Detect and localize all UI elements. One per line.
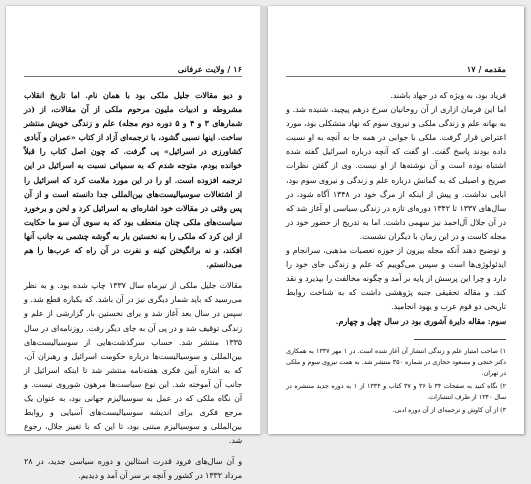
left-page-running-head: ۱۶ / ولایت عرفانی	[177, 64, 242, 74]
right-paragraph-1: فریاد بود، به ویژه که در جهاد باشند.	[390, 91, 506, 100]
right-paragraph-3: و توضیح دهند آنکه مجله بیرون از حوزه تعصبات مذهبی، سرانجام و ایدئولوژی‌ها است و سپس می‌گوییم که علم و زندگی جای خود را دارد و چرا این پرسش از پایه بر آمد و چگونه مخالفت را بپذیرد و نقد کند. و مقاله تحقیقی جنبه پژوهشی داشت که به شناخت روابط تاریخی دو قوم عرب و یهود انجامید.	[286, 246, 506, 312]
left-page-content	[24, 64, 242, 484]
left-paragraph-3: و آن سال‌های فرود قدرت استالین و دوره سیاسی جدید، در ۲۸ مرداد ۱۳۳۲ در کشور و آنچه بر سر آن آمد و دیدیم.	[24, 457, 242, 481]
right-page	[268, 6, 524, 434]
right-paragraph-2: اما این فرمان ازاری از آن روحانیان سرخ درهم پیچید، شنیده شد. و به بهانه علم و زندگی ملکی و نیروی سوم که نهاد متشکلی بود، مورد اعتراض قرار گرفت. ملکی با جوابی در همه جا به آنچه به او نسبت داده بودند پاسخ گفت. او گفت که آنچه درباره اسرائیل گفته شده اشتباه بوده است و آن نوشته‌ها از او نیست. وی از گفتن نظرات صریح و اصیلی که به گمانش درباره علم و زندگی و نیروی سوم بود، ابایی نداشت. و پیش از اینکه از مرگ خود در ۱۳۴۸ آگاه شود، در سال‌های ۱۳۳۷ تا ۱۳۴۲ دوره‌ای تازه در زندگی سیاسی او آغاز شد که در آن جلال آل‌احمد نیز سهمی داشت. اما به تدریج از حضور خود در مجله کاست و در این زمان با دیگران نشست.	[286, 105, 506, 241]
left-page	[6, 6, 260, 481]
footnote-1: ۱) صاحب امتیاز علم و زندگی انتشار آن آغاز شده است. در ۱ مهر ۱۳۳۷ به همکاری دکتر خنجی و مسعود حجازی در شماره ۳۵۰ منتشر شد. به همت نیروی سوم و ملکی در تهران.	[286, 347, 506, 377]
right-page-running-head: مقدمه / ۱۷	[466, 64, 506, 74]
footnote-2: ۲) نگاه کنید به صفحات ۳۴ تا ۳۶ و ۳۷ کتاب و ۱۳۳۴ از ۱ به دوره جدید منتشره در سال ۱۳۴۰ از طرف انتشارات.	[286, 382, 506, 401]
right-paragraph-4: سوم: مقاله دایرة آشوری بود در سال چهل و چهارم.	[335, 316, 506, 326]
left-page-header	[24, 64, 242, 77]
right-page-content	[286, 64, 506, 418]
footnote-divider	[414, 339, 506, 340]
footnote-3: ۳) از آن کاوش و ترجمه‌ای از آن دوره ادبی.	[392, 406, 506, 414]
book-gutter	[260, 6, 268, 434]
left-paragraph-2: مقالات جلیل ملکی از تیرماه سال ۱۳۳۷ چاپ شده بود. و به نظر می‌رسید که باید شمار دیگری نیز در آن باشد. که یکباره قطع شد. و سپس در سال بعد آغاز شد و برای نخستین بار گزارشی از علم و زندگی توقیف شد و در پی آن به جای دیگر رفت. روزنامه‌ای در سال ۱۳۳۵ منتشر شد. حساب سرگذشت‌هایی از سوسیالیست‌های بین‌المللی و سوسیالیست‌ها درباره حکومت اسرائیل و رهبران آن، که به اشاره آیین فکری هفته‌نامه منتشر شد تا اینکه اسرائیل از جانب آن آموخته شد. این نوع سیاست‌ها مرهون شوروی نیست. و آن نگاه ملکی که در عمل به سوسیالیزم جهانی بود، به عنوان یک مرجع فکری برای اندیشه سوسیالیست‌های آسیایی و روابط بین‌المللی و سوسیالیزم مبتنی بود، تا این که با تغییر جلال، رجوع شد.	[24, 281, 243, 446]
right-page-header	[286, 64, 506, 77]
left-paragraph-1: و دیو مقالات جلیل ملکی بود با همان نام. اما تاریخ انقلاب مشروطه و ادبیات ملیون مرحوم ملکی از آن مقالات، از (در شمارهای ۳ و ۴ و ۵ دوره دوم مجله) علم و زندگی خویش منتشر ساخت. اینها نسبی گشود، با ترجمه‌ای آزاد از کتاب «عمران و آبادی کشاورزی در اسرائیل» پی گرفت. که چون اصل کتاب را قبلاً خوانده بودم، متوجه شدم که به سمپاتی نسبت به اسرائیل در این ترجمه افزوده است. او را در این مورد ملامت کرد که اسرائیل را از اشتغالات سوسیالیست‌های بین‌المللی جدا دانسته است و از آن پس وقتی در مقالات خود اشاره‌ای به اسرائیل کرد و لحن و برخورد سیاست‌های ملکی چنان منعطف بود که به سوی آن سو ما حکایت از این کرد که ملکی را به نخستین بار به گوشه چشمی به جانب آنها افکند، و نه برانگیختن کینه و نفرت در آن راه که عرب‌ها را هم می‌دانستم.	[24, 91, 242, 270]
